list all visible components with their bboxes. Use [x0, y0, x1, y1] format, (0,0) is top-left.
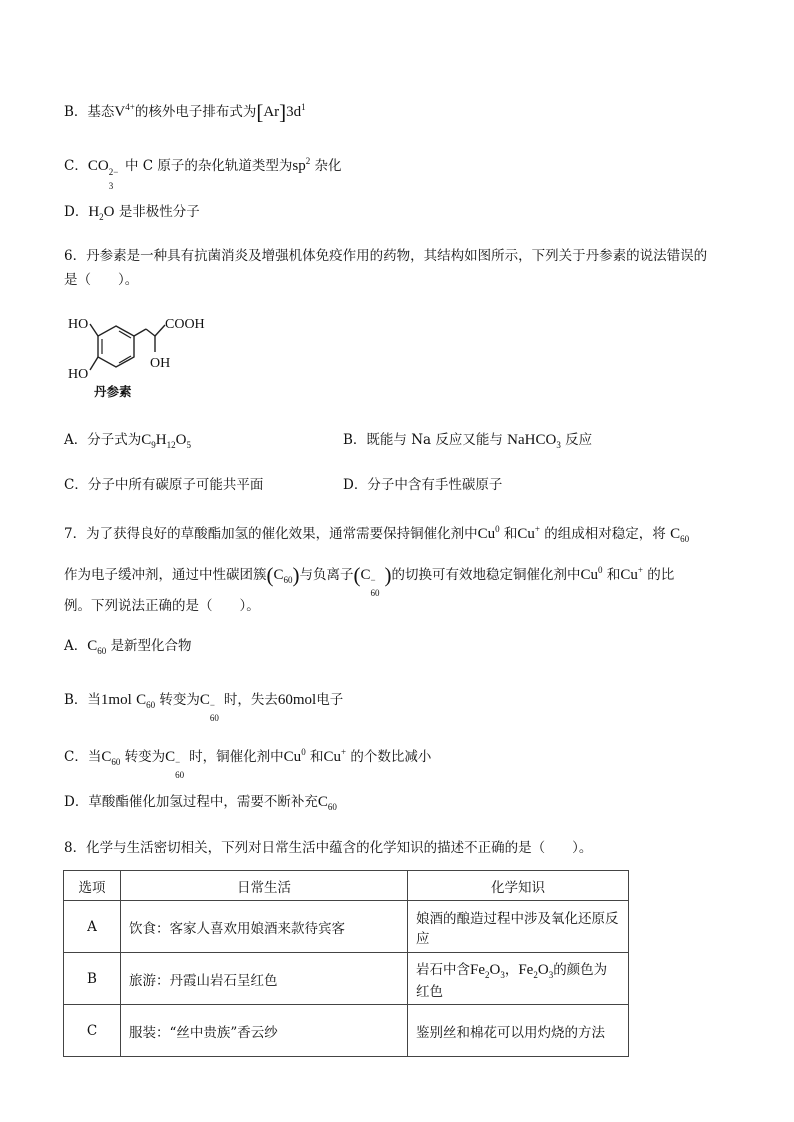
q7-l1-c60: C — [670, 526, 681, 542]
q7-l1-c60-sub: 60 — [680, 534, 690, 544]
q6-a-h-count: 12 — [166, 440, 176, 450]
q7-b-mid2: 时，失去 — [223, 692, 278, 708]
q7-l2a: 作为电子缓冲剂，通过中性碳团簇 — [64, 567, 267, 583]
table-row — [64, 1005, 629, 1057]
header-life: 日常生活 — [121, 871, 408, 901]
q7-a-prefix: A． — [64, 638, 88, 654]
row-b-o2: O — [537, 961, 549, 978]
q7-l1-cu-plus-sup: + — [534, 524, 540, 534]
danshensu-structure — [62, 312, 232, 402]
q5-option-c — [64, 151, 342, 191]
q5-d-suffix: 是非极性分子 — [118, 204, 200, 220]
structure-ho-top: HO — [68, 317, 89, 332]
q7-c-mid2: 时，铜催化剂中 — [189, 749, 284, 765]
row-c-life: 服装：“丝中贵族”香云纱 — [121, 1005, 408, 1057]
q5-b-count: 1 — [301, 102, 306, 112]
row-b-life: 旅游：丹霞山岩石呈红色 — [121, 953, 408, 1005]
table-row — [64, 901, 629, 953]
q7-stem-line3: 例。下列说法正确的是（ ）。 — [64, 598, 260, 614]
q6-a-o-count: 5 — [186, 440, 191, 450]
structure-cooh: COOH — [165, 317, 205, 332]
q5-option-b: B．基态$V^{4+}$的核外电子排布式为$[Ar]3d^1$ — [64, 100, 306, 124]
q7-b-c60: C — [136, 692, 147, 708]
q7-b-amount: 1mol — [100, 692, 132, 708]
q7-l2-cu2: Cu — [620, 567, 638, 583]
row-b-k-a: 岩石中含 — [416, 961, 470, 978]
q5-c-mid: 中 C 原子的杂化轨道类型为 — [124, 158, 293, 174]
row-a-knowledge: 娘酒的酿造过程中涉及氧化还原反应 — [408, 901, 629, 953]
q5-c-ion-sub: 3 — [108, 181, 114, 191]
q6-b-formula: NaHCO — [507, 432, 557, 448]
q7-l1c: 的组成相对稳定，将 — [544, 526, 666, 542]
q7-l2-cu0-sup: 0 — [598, 565, 603, 575]
header-knowledge: 化学知识 — [408, 871, 629, 901]
q5-c-ion: CO — [87, 158, 109, 174]
q7-l2-c60neg-sup: − — [370, 575, 376, 585]
q7-c-cu2: Cu — [323, 749, 341, 765]
q6-option-b — [343, 430, 592, 455]
q6-b-prefix: B．既能与 Na 反应又能与 — [343, 432, 503, 448]
row-b-fe: Fe — [470, 961, 485, 978]
q5-d-prefix: D． — [64, 204, 89, 220]
q6-a-c-count: 9 — [151, 440, 156, 450]
q7-c-c60: C — [101, 749, 112, 765]
q8-table — [63, 870, 629, 1057]
q6-option-a — [64, 430, 191, 455]
q7-d-c60: C — [317, 794, 328, 810]
q7-l2e: 的比 — [647, 567, 675, 583]
q7-l2-cu-plus-sup: + — [637, 565, 643, 575]
benzene-ring — [98, 326, 134, 367]
q7-l2-c60: C — [273, 567, 284, 583]
q7-option-d — [64, 792, 337, 817]
q7-c-and: 和 — [309, 749, 324, 765]
q7-c-suffix: 的个数比减小 — [350, 749, 432, 765]
q6-b-formula-sub: 3 — [556, 440, 561, 450]
q6-a-prefix: A．分子式为 — [64, 432, 142, 448]
row-c-option: C — [64, 1005, 121, 1057]
row-b-fe-sub: 2 — [485, 969, 490, 980]
q7-b-c60neg-sup: − — [209, 700, 215, 710]
q7-l2-c60neg: C — [360, 567, 371, 583]
q7-b-c60-sub: 60 — [146, 700, 156, 710]
q5-c-suffix: 杂化 — [314, 158, 342, 174]
q7-option-a — [64, 636, 192, 661]
q7-c-cu-plus-sup: + — [341, 747, 347, 757]
q5-b-prefix: B．基态 — [64, 104, 115, 120]
q5-d-mol: H — [88, 204, 100, 220]
q7-stem-line1 — [64, 519, 689, 549]
q5-b-orbital: 3d — [286, 104, 302, 120]
row-b-k-b: 的颜色为红色 — [416, 961, 608, 1000]
q7-option-b — [64, 690, 344, 723]
q6-option-c: C．分子中所有碳原子可能共平面 — [64, 477, 264, 493]
q7-c-cu0-sup: 0 — [301, 747, 306, 757]
structure-caption: 丹参素 — [94, 384, 132, 399]
q6-a-h: H — [155, 432, 167, 448]
q7-b-suffix: 电子 — [316, 692, 344, 708]
q5-d-mol-sub: 2 — [99, 212, 104, 222]
row-b-knowledge — [408, 953, 629, 1005]
q7-c-c60-sub: 60 — [111, 757, 121, 767]
q7-l2-cu: Cu — [580, 567, 599, 583]
q6-stem-line1: 6．丹参素是一种具有抗菌消炎及增强机体免疫作用的药物，其结构如图所示，下列关于丹参素的说法错误的 — [64, 248, 708, 264]
q7-c-prefix: C．当 — [64, 749, 102, 765]
q7-c-cu: Cu — [283, 749, 302, 765]
q7-a-c60: C — [87, 638, 98, 654]
q7-d-text: D．草酸酯催化加氢过程中，需要不断补充 — [64, 794, 318, 810]
structure-ho-bottom: HO — [68, 367, 89, 382]
q6-a-o: O — [175, 432, 187, 448]
q7-option-c — [64, 742, 432, 780]
q5-c-hyb: sp — [292, 158, 306, 174]
row-a-life: 饮食：客家人喜欢用娘酒来款待宾客 — [121, 901, 408, 953]
q7-c-mid: 转变为 — [124, 749, 166, 765]
q7-b-mid: 转变为 — [159, 692, 200, 708]
q5-c-hyb-sup: 2 — [305, 156, 311, 166]
q7-c-c60neg: C — [165, 749, 176, 765]
structure-diagram — [62, 312, 232, 402]
row-a-option: A — [64, 901, 121, 953]
q7-l1b: 和 — [503, 526, 518, 542]
q7-c-c60neg-sub: 60 — [175, 770, 185, 780]
q5-b-core: Ar — [263, 104, 280, 120]
q8-stem: 8．化学与生活密切相关，下列对日常生活中蕴含的化学知识的描述不正确的是（ ）。 — [64, 840, 593, 856]
q7-l2-c60neg-sub: 60 — [370, 588, 380, 598]
table-header-row — [64, 871, 629, 901]
q5-b-mid: 的核外电子排布式为 — [134, 104, 257, 120]
q6-option-d: D．分子中含有手性碳原子 — [343, 477, 503, 493]
q7-a-suffix: 是新型化合物 — [110, 638, 192, 654]
q5-option-d — [64, 202, 200, 227]
q5-b-ion: V — [114, 104, 126, 120]
row-b-fe2-sub: 2 — [533, 969, 538, 980]
table-row — [64, 953, 629, 1005]
q7-stem-line2: 作为电子缓冲剂，通过中性碳团簇$(C_{60})$与负离子(C − 60 )的切换可有效地稳定铜催化剂中Cu$^0$ 和Cu+ 的比 — [64, 560, 674, 590]
q7-l1-cu0-sup: 0 — [495, 524, 500, 534]
q7-b-electrons: 60mol — [277, 692, 317, 708]
q5-d-mol-tail: O — [103, 204, 115, 220]
q6-stem-line2: 是（ ）。 — [64, 272, 139, 288]
row-b-o2-sub: 3 — [548, 969, 554, 980]
q7-l1-cu2: Cu — [517, 526, 535, 542]
q6-a-c: C — [141, 432, 152, 448]
q7-d-c60-sub: 60 — [327, 802, 337, 812]
row-b-o-sub: 3 — [500, 969, 505, 980]
q7-l2b: 与负离子 — [299, 567, 354, 583]
row-b-fe2: Fe — [518, 961, 534, 978]
q7-a-c60-sub: 60 — [97, 646, 107, 656]
q7-b-c60neg-sub: 60 — [209, 713, 219, 723]
q7-c-c60neg-sup: − — [175, 757, 181, 767]
q7-l1a: 7．为了获得良好的草酸酯加氢的催化效果，通常需要保持铜催化剂中 — [64, 526, 478, 542]
structure-oh: OH — [150, 356, 171, 371]
q6-b-suffix: 反应 — [565, 432, 593, 448]
header-option: 选项 — [64, 871, 121, 901]
q7-l1-cu: Cu — [477, 526, 496, 542]
row-b-o: O — [489, 961, 501, 978]
row-c-knowledge: 鉴别丝和棉花可以用灼烧的方法 — [408, 1005, 629, 1057]
q7-b-prefix: B．当 — [64, 692, 101, 708]
q7-l2-c60-sub: 60 — [283, 575, 293, 585]
q7-l2c: 的切换可有效地稳定铜催化剂中 — [391, 567, 581, 583]
q5-c-ion-charge: 2− — [108, 167, 119, 177]
row-b-sep: ， — [504, 961, 519, 978]
q5-c-prefix: C． — [64, 158, 88, 174]
q5-b-ion-charge: 4+ — [125, 102, 135, 112]
row-b-option: B — [64, 953, 121, 1005]
q7-b-c60neg: C — [199, 692, 210, 708]
q7-l2d: 和 — [606, 567, 621, 583]
